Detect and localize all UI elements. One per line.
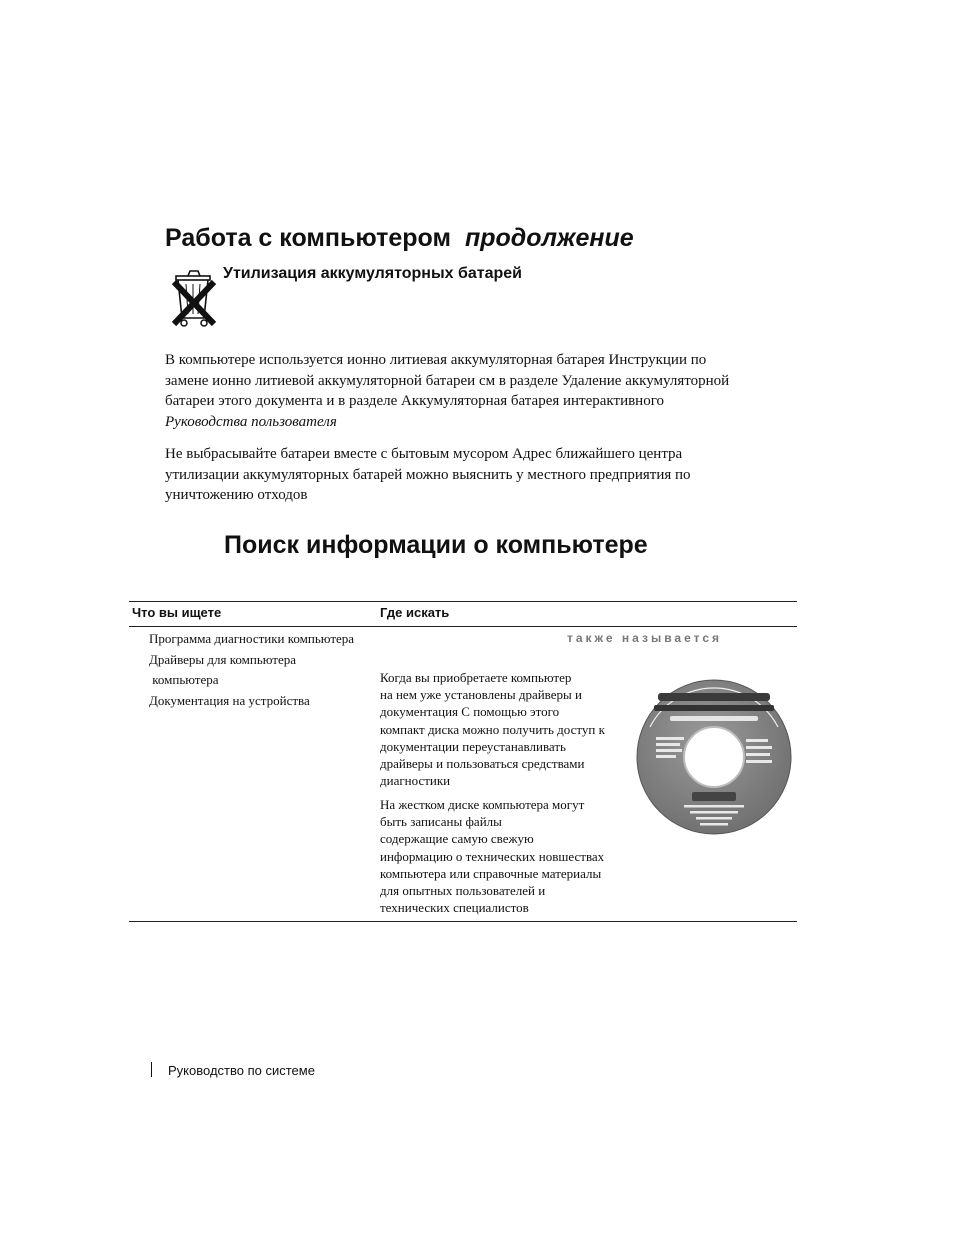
- text-line: документация С помощью этого: [380, 704, 560, 720]
- text-line: батареи этого документа и в разделе Аккумуляторная батарея интерактивного: [165, 393, 664, 409]
- list-item: Документация на устройства: [149, 692, 310, 708]
- also-called-label: также называется: [567, 631, 722, 645]
- battery-paragraph-1: [165, 350, 775, 432]
- table-top-rule: [129, 601, 797, 602]
- text-line: Когда вы приобретаете компьютер: [380, 670, 572, 685]
- battery-paragraph-2: [165, 444, 775, 506]
- user-guide-reference: Руководства пользователя: [165, 413, 337, 430]
- text-line: документации переустанавливать: [380, 738, 566, 754]
- text-line: компакт диска можно получить доступ к: [380, 721, 605, 737]
- text-line: диагностики: [380, 773, 451, 789]
- list-item: Программа диагностики компьютера: [149, 631, 355, 646]
- crossed-bin-icon: [168, 268, 220, 330]
- text-line: драйверы и пользоваться средствами: [380, 756, 585, 772]
- text-line: Не выбрасывайте батареи вместе с бытовым мусором Адрес ближайшего центра: [165, 446, 683, 462]
- text-line: быть записаны файлы: [380, 814, 502, 830]
- text-line: утилизации аккумуляторных батарей можно выяснить у местного предприятия по: [165, 466, 691, 483]
- table-col-where-paragraph-1: [380, 669, 605, 789]
- table-header-what: Что вы ищете: [132, 605, 222, 620]
- footer-guide-title: Руководство по системе: [168, 1063, 315, 1078]
- footer-separator: [151, 1062, 152, 1077]
- table-bottom-rule: [129, 921, 797, 922]
- table-header-rule: [129, 626, 797, 627]
- text-line: компьютера или справочные материалы: [380, 865, 602, 881]
- text-line: замене ионно литиевой аккумуляторной батареи см в разделе Удаление аккумуляторной: [165, 372, 730, 389]
- cd-disc-icon: [636, 679, 792, 835]
- text-line: информацию о технических новшествах: [380, 848, 605, 864]
- text-line: На жестком диске компьютера могут: [380, 797, 585, 812]
- battery-section-heading: Утилизация аккумуляторных батарей: [223, 265, 522, 282]
- text-line: содержащие самую свежую: [380, 831, 534, 847]
- text-line: на нем уже установлены драйверы и: [380, 687, 582, 703]
- page-title: [165, 224, 634, 253]
- table-col-what: [149, 629, 354, 711]
- text-line: для опытных пользователей и: [380, 883, 546, 899]
- text-line: В компьютере используется ионно литиевая аккумуляторная батарея Инструкции по: [165, 352, 707, 368]
- info-section-heading: Поиск информации о компьютере: [224, 531, 648, 559]
- page-title-main: Работа с компьютером: [165, 224, 451, 252]
- table-header-where: Где искать: [380, 605, 450, 620]
- text-line: уничтожению отходов: [165, 487, 308, 503]
- list-item: Драйверы для компьютера: [149, 651, 297, 667]
- page-title-continuation: продолжение: [464, 224, 634, 252]
- list-item: компьютера: [149, 672, 219, 687]
- text-line: технических специалистов: [380, 900, 529, 916]
- table-col-where-paragraph-2: [380, 796, 604, 916]
